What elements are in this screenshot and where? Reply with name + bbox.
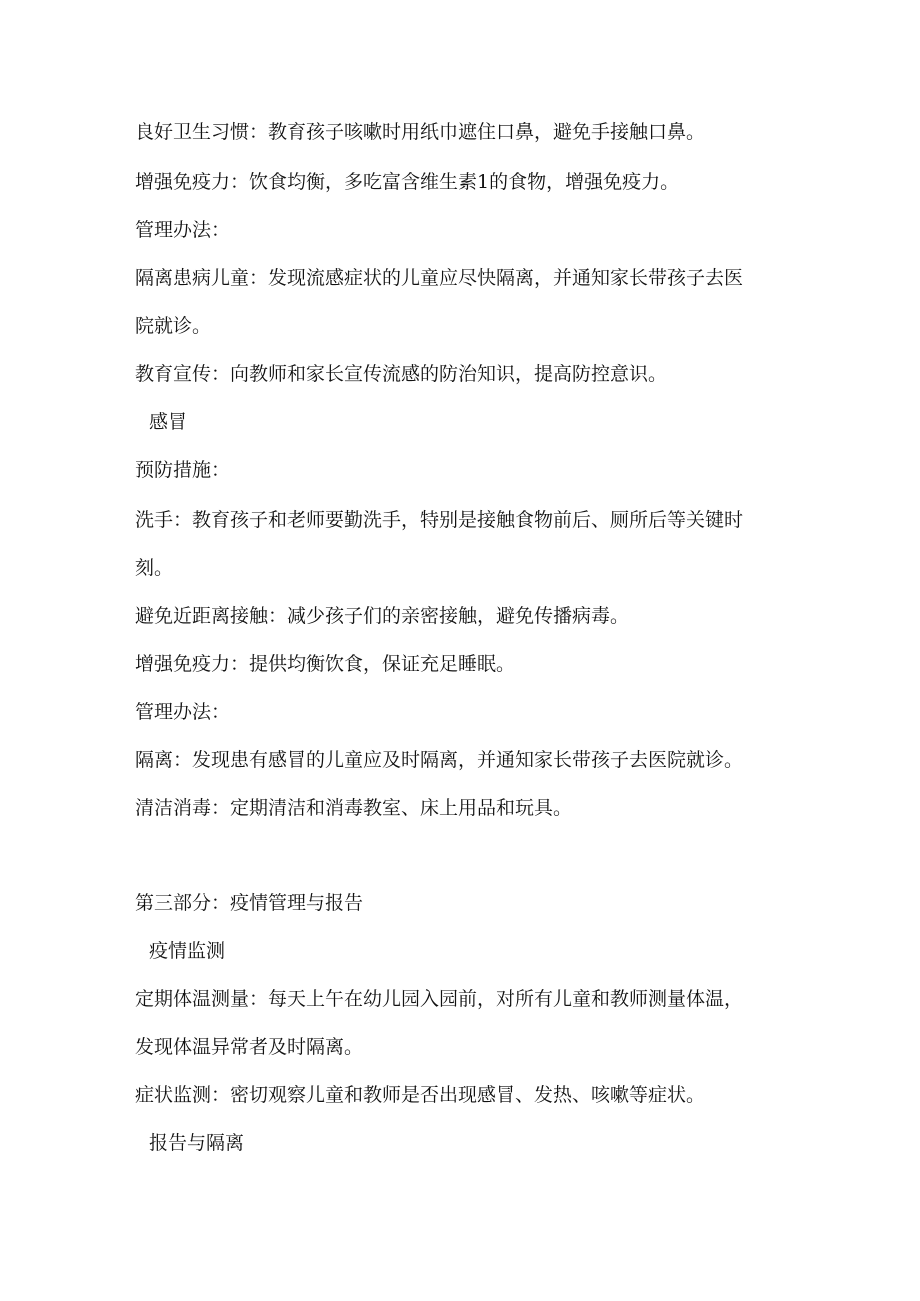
section-heading-report-isolation: 报告与隔离 [149,1132,245,1154]
text-line-education-publicity: 教育宣传：向教师和家长宣传流感的防治知识，提高防控意识。 [135,363,668,385]
text-line-management-heading-2: 管理办法： [135,701,231,723]
text-line-cleaning-disinfection: 清洁消毒：定期清洁和消毒教室、床上用品和玩具。 [135,797,573,819]
text-line-isolate-continued: 院就诊。 [135,315,212,337]
text-line-isolate-sick-children: 隔离患病儿童：发现流感症状的儿童应尽快隔离，并通知家长带孩子去医 [135,267,744,289]
section-heading-cold: 感冒 [149,411,188,433]
text-line-isolation: 隔离：发现患有感冒的儿童应及时隔离，并通知家长带孩子去医院就诊。 [135,749,744,771]
text-line-boost-immunity: 增强免疫力：饮食均衡，多吃富含维生素1的食物，增强免疫力。 [135,171,680,193]
section-heading-epidemic-monitoring: 疫情监测 [149,940,226,962]
text-line-avoid-close-contact: 避免近距离接触：减少孩子们的亲密接触，避免传播病毒。 [135,605,630,627]
text-line-temperature-check-continued: 发现体温异常者及时隔离。 [135,1036,364,1058]
text-line-management-heading: 管理办法： [135,219,231,241]
part-heading-epidemic-management: 第三部分：疫情管理与报告 [135,892,364,914]
text-line-boost-immunity-2: 增强免疫力：提供均衡饮食，保证充足睡眠。 [135,653,516,675]
text-line-hand-washing: 洗手：教育孩子和老师要勤洗手，特别是接触食物前后、厕所后等关键时 [135,509,744,531]
text-line-prevention-heading: 预防措施： [135,459,231,481]
text-line-hygiene-habits: 良好卫生习惯：教育孩子咳嗽时用纸巾遮住口鼻，避免手接触口鼻。 [135,121,706,143]
text-line-symptom-monitoring: 症状监测：密切观察儿童和教师是否出现感冒、发热、咳嗽等症状。 [135,1084,706,1106]
text-line-hand-washing-continued: 刻。 [135,557,174,579]
text-line-temperature-check: 定期体温测量：每天上午在幼儿园入园前，对所有儿童和教师测量体温， [135,988,744,1010]
